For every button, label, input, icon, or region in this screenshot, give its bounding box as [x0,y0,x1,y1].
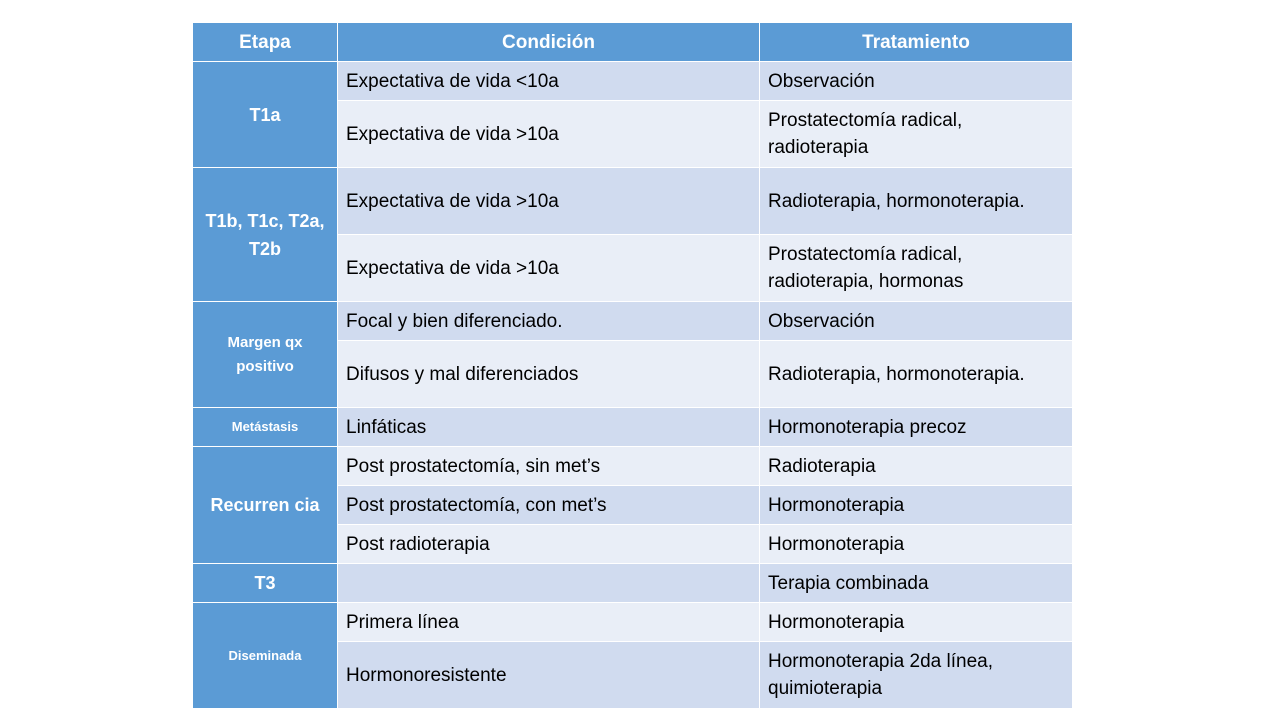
stage-cell-t1b-t2b: T1b, T1c, T2a, T2b [193,168,338,302]
treatment-cell: Radioterapia, hormonoterapia. [760,168,1073,235]
treatment-cell: Hormonoterapia [760,603,1073,642]
table-row [193,564,1073,603]
table-row [193,408,1073,447]
header-etapa: Etapa [193,23,338,62]
stage-cell-recurrencia: Recurren cia [193,447,338,564]
treatment-cell: Observación [760,62,1073,101]
header-row [193,23,1073,62]
stage-cell-metastasis: Metástasis [193,408,338,447]
table-row [193,447,1073,486]
condition-cell: Hormonoresistente [338,642,760,709]
condition-cell: Expectativa de vida >10a [338,235,760,302]
treatment-table [192,22,1073,709]
treatment-cell: Hormonoterapia 2da línea, quimioterapia [760,642,1073,709]
stage-cell-diseminada: Diseminada [193,603,338,709]
condition-cell: Focal y bien diferenciado. [338,302,760,341]
condition-cell: Expectativa de vida >10a [338,101,760,168]
table-row [193,168,1073,235]
condition-cell: Expectativa de vida >10a [338,168,760,235]
table-row [193,302,1073,341]
treatment-cell: Hormonoterapia [760,525,1073,564]
treatment-cell: Radioterapia, hormonoterapia. [760,341,1073,408]
condition-cell: Post prostatectomía, sin met’s [338,447,760,486]
stage-cell-margen: Margen qx positivo [193,302,338,408]
table-row [193,62,1073,101]
treatment-cell: Radioterapia [760,447,1073,486]
condition-cell: Primera línea [338,603,760,642]
header-condicion: Condición [338,23,760,62]
condition-cell: Difusos y mal diferenciados [338,341,760,408]
treatment-cell: Prostatectomía radical, radioterapia, hormonas [760,235,1073,302]
treatment-cell: Hormonoterapia [760,486,1073,525]
stage-cell-t1a: T1a [193,62,338,168]
table-row [193,603,1073,642]
condition-cell [338,564,760,603]
header-tratamiento: Tratamiento [760,23,1073,62]
condition-cell: Expectativa de vida <10a [338,62,760,101]
treatment-cell: Hormonoterapia precoz [760,408,1073,447]
condition-cell: Post prostatectomía, con met’s [338,486,760,525]
treatment-cell: Prostatectomía radical, radioterapia [760,101,1073,168]
stage-cell-t3: T3 [193,564,338,603]
treatment-cell: Terapia combinada [760,564,1073,603]
condition-cell: Linfáticas [338,408,760,447]
condition-cell: Post radioterapia [338,525,760,564]
treatment-cell: Observación [760,302,1073,341]
